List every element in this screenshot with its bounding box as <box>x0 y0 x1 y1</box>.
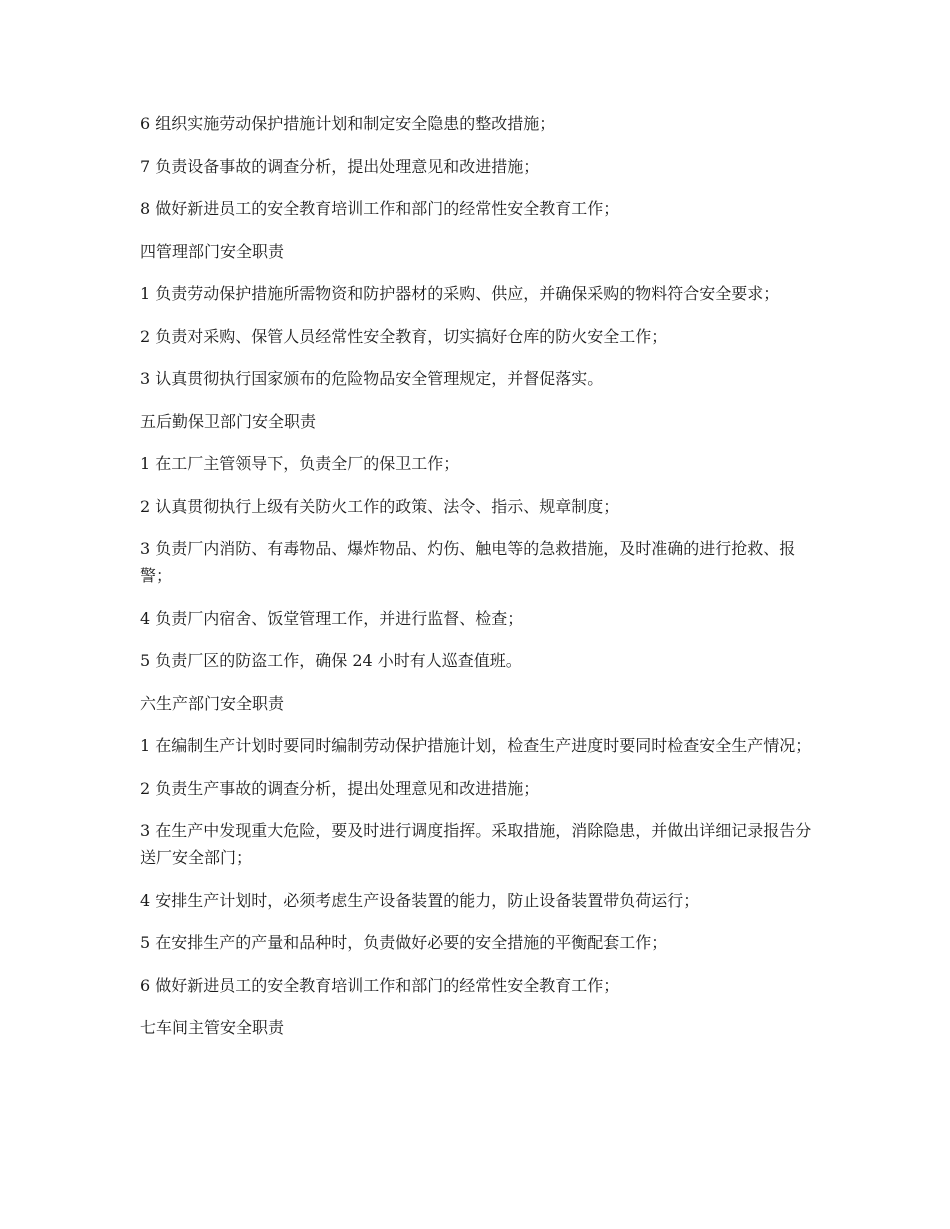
list-item: 7 负责设备事故的调查分析，提出处理意见和改进措施； <box>140 156 540 176</box>
section-heading: 六生产部门安全职责 <box>140 693 285 713</box>
list-item: 2 负责生产事故的调查分析，提出处理意见和改进措施； <box>140 778 540 798</box>
list-item: 2 负责对采购、保管人员经常性安全教育，切实搞好仓库的防火安全工作； <box>140 326 668 346</box>
list-item: 4 安排生产计划时，必须考虑生产设备装置的能力，防止设备装置带负荷运行； <box>140 890 700 910</box>
list-item: 1 在工厂主管领导下，负责全厂的保卫工作； <box>140 454 460 473</box>
list-item: 1 负责劳动保护措施所需物资和防护器材的采购、供应，并确保采购的物料符合安全要求； <box>140 284 780 303</box>
section-heading: 七车间主管安全职责 <box>140 1018 285 1037</box>
list-item: 5 在安排生产的产量和品种时，负责做好必要的安全措施的平衡配套工作； <box>140 933 668 952</box>
list-item: 6 组织实施劳动保护措施计划和制定安全隐患的整改措施； <box>140 114 556 133</box>
section-heading: 五后勤保卫部门安全职责 <box>140 411 317 431</box>
list-item: 5 负责厂区的防盗工作，确保 24 小时有人巡查值班。 <box>140 651 522 670</box>
list-item: 3 认真贯彻执行国家颁布的危险物品安全管理规定，并督促落实。 <box>140 369 604 388</box>
list-item: 3 在生产中发现重大危险，要及时进行调度指挥。采取措施，消除隐患，并做出详细记录报告分送厂安全部门； <box>140 821 812 867</box>
list-item: 6 做好新进员工的安全教育培训工作和部门的经常性安全教育工作； <box>140 975 620 995</box>
document-body <box>140 110 812 1057</box>
list-item: 8 做好新进员工的安全教育培训工作和部门的经常性安全教育工作； <box>140 199 620 218</box>
list-item: 1 在编制生产计划时要同时编制劳动保护措施计划，检查生产进度时要同时检查安全生产情况； <box>140 736 812 755</box>
list-item: 2 认真贯彻执行上级有关防火工作的政策、法令、指示、规章制度； <box>140 496 620 516</box>
list-item: 3 负责厂内消防、有毒物品、爆炸物品、灼伤、触电等的急救措施，及时准确的进行抢救、报警； <box>140 539 796 585</box>
section-heading: 四管理部门安全职责 <box>140 241 285 261</box>
list-item: 4 负责厂内宿舍、饭堂管理工作，并进行监督、检查； <box>140 608 524 628</box>
